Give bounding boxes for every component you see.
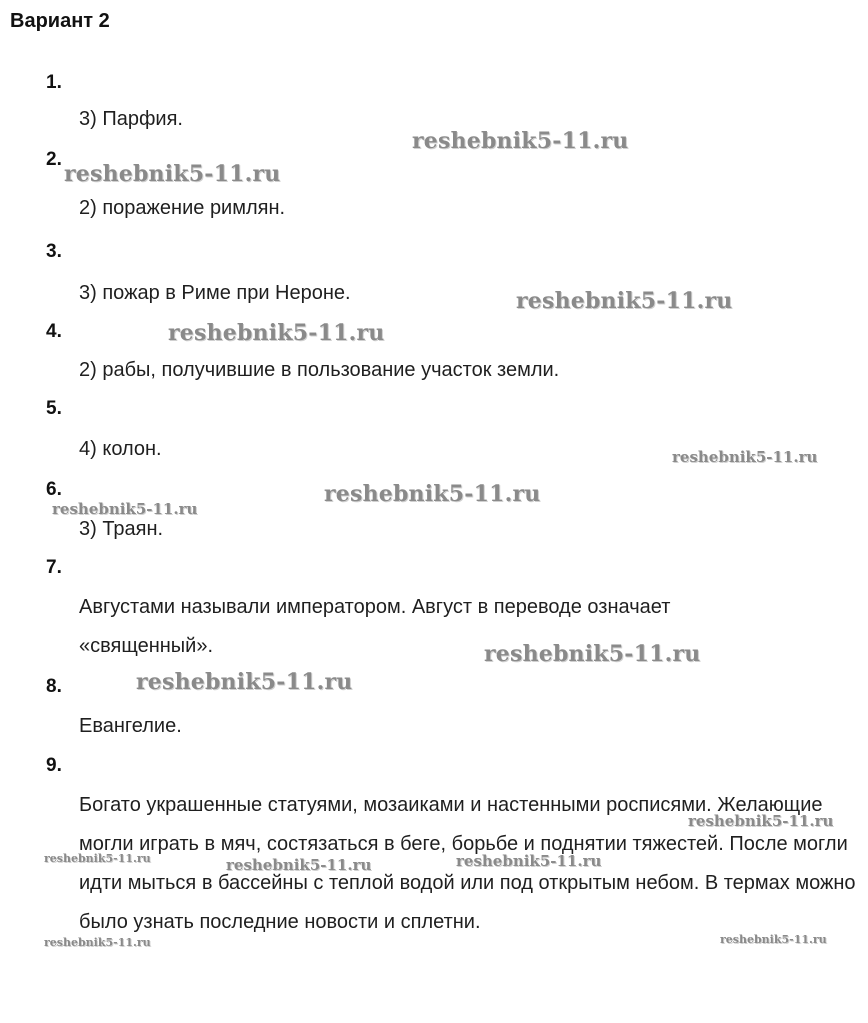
watermark: reshebnik5-11.ru (52, 500, 198, 518)
answer-text: Евангелие. (79, 715, 182, 737)
question-number: 5. (46, 398, 62, 419)
watermark: reshebnik5-11.ru (64, 161, 281, 187)
watermark: reshebnik5-11.ru (688, 812, 834, 830)
answer-text: 2) поражение римлян. (79, 197, 286, 219)
question-number: 8. (46, 676, 62, 697)
page-title: Вариант 2 (10, 10, 110, 32)
question-number: 2. (46, 149, 62, 170)
answer-text: 4) колон. (79, 438, 162, 460)
question-number: 6. (46, 479, 62, 500)
question-number: 7. (46, 557, 62, 578)
watermark: reshebnik5-11.ru (324, 481, 541, 507)
watermark: reshebnik5-11.ru (136, 669, 353, 695)
answer-text: 3) пожар в Риме при Нероне. (79, 282, 351, 304)
question-number: 1. (46, 72, 62, 93)
answer-text: 3) Парфия. (79, 108, 183, 130)
watermark: reshebnik5-11.ru (720, 933, 827, 946)
watermark: reshebnik5-11.ru (44, 852, 151, 865)
watermark: reshebnik5-11.ru (516, 288, 733, 314)
answer-text: Богато украшенные статуями, мозаиками и настенными росписями. Желающие могли играть в мяч, состязаться в беге, борьбе и поднятии тяжестей. После могли идти мыться в бассейны с теплой водой или под открытым небом. В термах можно было узнать последние новости и сплетни. (79, 794, 856, 933)
watermark: reshebnik5-11.ru (44, 936, 151, 949)
watermark: reshebnik5-11.ru (456, 852, 602, 870)
watermark: reshebnik5-11.ru (672, 448, 818, 466)
answer-text: 3) Траян. (79, 518, 164, 540)
question-number: 9. (46, 755, 62, 776)
question-number: 4. (46, 321, 62, 342)
answer-text: Августами называли императором. Август в переводе означает «священный». (79, 596, 671, 657)
watermark: reshebnik5-11.ru (412, 128, 629, 154)
watermark: reshebnik5-11.ru (484, 641, 701, 667)
answer-text: 2) рабы, получившие в пользование участок земли. (79, 359, 560, 381)
watermark: reshebnik5-11.ru (226, 856, 372, 874)
question-number: 3. (46, 241, 62, 262)
watermark: reshebnik5-11.ru (168, 320, 385, 346)
